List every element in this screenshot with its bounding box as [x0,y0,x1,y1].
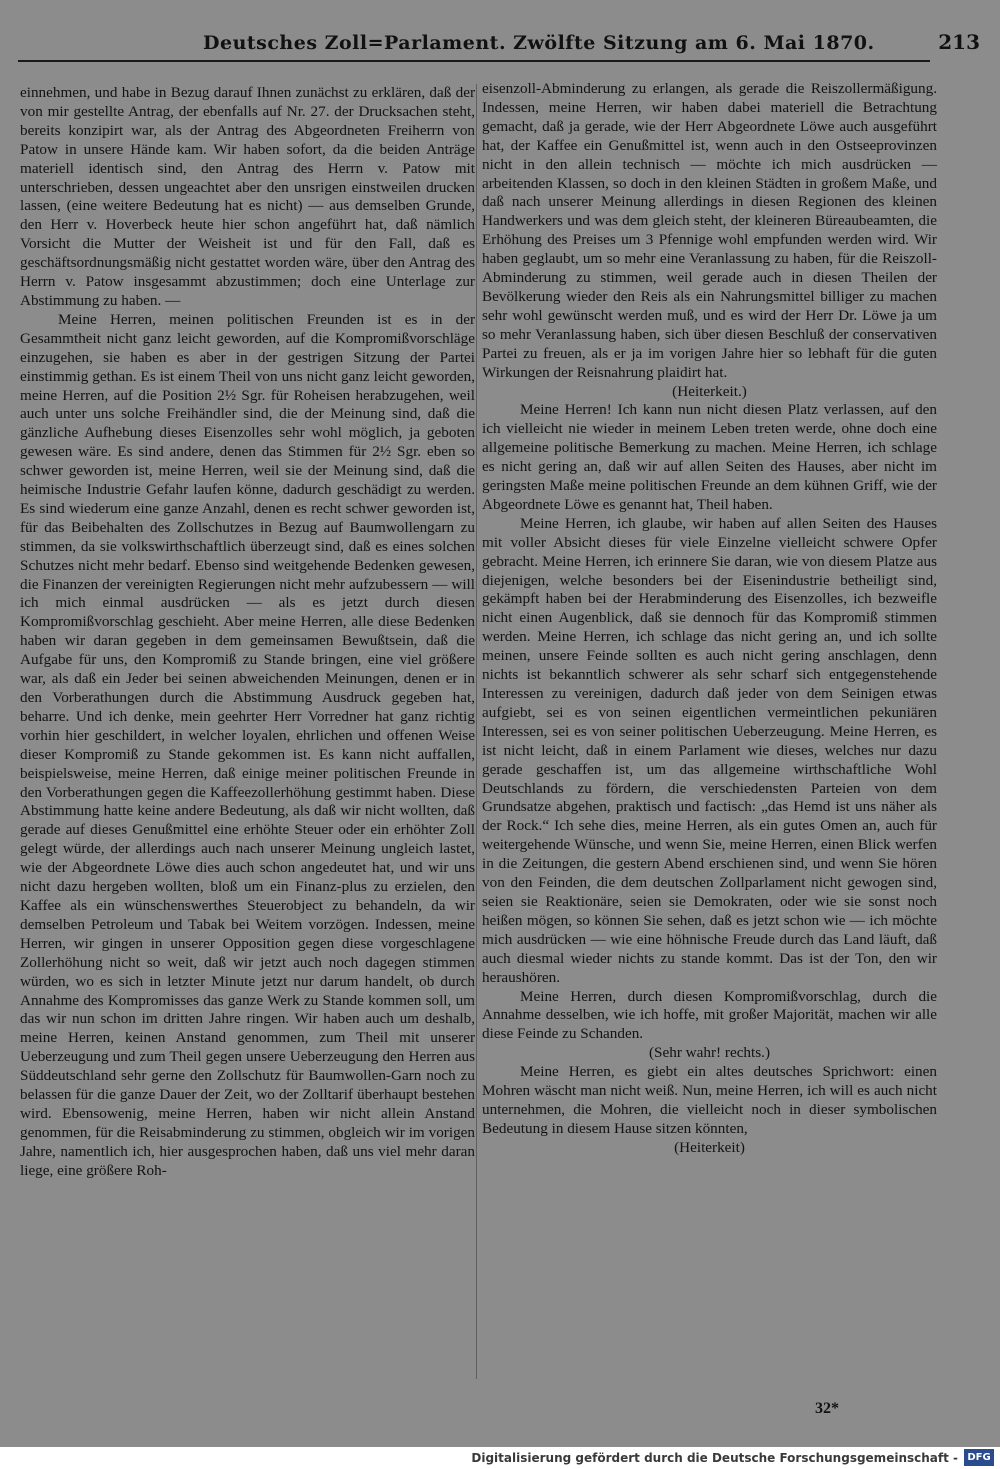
paragraph: eisenzoll-Abminderung zu erlangen, als gerade die Reiszollermäßigung. Indessen, meine Herren, wir haben dabei materiell die Betrachtung gemacht, daß ja gerade, wie der Herr Abgeordnete Löwe auch ausgeführt hat, der Kaffee ein Genußmittel ist, wenn auch in den Ostseeprovinzen nicht in den allein technisch — möchte ich mich ausdrücken — arbeitenden Klassen, so doch in den kleinen Städten in großem Maße, und daß nach unserer Meinung allerdings in diesen Regionen des kleinen Handwerkers und was dem gleich steht, der kleineren Büreaubeamten, die Erhöhung des Preises um 3 Pfennige wohl empfunden werden wird. Wir haben geglaubt, um so mehr eine Veranlassung zu haben, für die Reiszoll-Abminderung zu stimmen, weil gerade auch in diesen Theilen der Bevölkerung wieder den Reis als ein Nahrungsmittel billiger zu machen sehr wohl gewünscht werden muß, und es wird der Herr Dr. Löwe ja um so mehr Veranlassung haben, sich über diesen Beschluß der conservativen Partei zu freuen, als er ja im vorigen Jahre hier so lebhaft für die guten Wirkungen der Reisnahrung plaidirt hat. [482,80,937,381]
interjection: (Sehr wahr! rechts.) [648,1044,771,1062]
page-number: 213 [938,30,980,54]
header-title: Deutsches Zoll=Parlament. Zwölfte Sitzung am 6. Mai 1870. [203,32,875,54]
interjection: (Heiterkeit.) [672,382,747,400]
right-column [482,80,937,1158]
column-divider [476,84,477,1379]
interjection: (Heiterkeit) [674,1138,745,1156]
dfg-logo[interactable]: DFG [964,1449,994,1466]
running-header [18,30,980,62]
left-column [20,84,475,1181]
paragraph: Meine Herren, durch diesen Kompromißvorschlag, durch die Annahme desselben, wie ich hoffe, mit großer Majorität, machen wir alle diese Feinde zu Schanden. [482,987,937,1043]
funding-notice: Digitalisierung gefördert durch die Deutsche Forschungsgemeinschaft - [471,1451,958,1465]
sheet-signature: 32* [815,1400,839,1417]
paragraph: Meine Herren, es giebt ein altes deutsches Sprichwort: einen Mohren wäscht man nicht weiß. Nun, meine Herren, ich will es auch nicht unternehmen, die Mohren, die vielleicht noch in dieser symbolischen Bedeutung in diesem Hause sitzen könnten, [482,1063,937,1137]
footer-bar [0,1447,1000,1469]
paragraph: Meine Herren, meinen politischen Freunden ist es in der Gesammtheit nicht ganz leicht geworden, auf die Kompromißvorschläge einzugehen, sie haben es aber in der gestrigen Sitzung der Partei einstimmig gethan. Es ist einem Theil von uns nicht ganz leicht geworden, meine Herren, auf die Position 2½ Sgr. für Roheisen herabzugehen, weil auch unter uns solche Freihändler sind, die der Meinung sind, daß die gänzliche Aufhebung dieses Eisenzolles sehr wohl möglich, ja geboten gewesen wäre. Es sind andere, denen das Stimmen für 2½ Sgr. eben so schwer geworden ist, meine Herren, weil sie der Meinung sind, daß die heimische Industrie Gefahr laufen könne, dadurch geschädigt zu werden. Es sind wiederum eine ganze Anzahl, denen es recht schwer geworden ist, für das Beibehalten des Zollschutzes in Bezug auf Baumwollengarn zu stimmen, da sie volkswirthschaftlich überzeugt sind, daß es eines solchen Schutzes nicht mehr bedarf. Ebenso sind weitgehende Bedenken gewesen, die Finanzen der vereinigten Regierungen nicht mehr aufzubessern — will ich mich einmal ausdrücken — als es jetzt durch diesen Kompromißvorschlag geschieht. Aber meine Herren, alle diese Bedenken haben wir daran gegeben in dem gemeinsamen Bewußtsein, daß die Aufgabe für uns, den Kompromiß zu Stande bringen, eine viel größere war, als daß ein Jeder bei seinen abweichenden Meinungen, denen er in den Vorberathungen durch die Abstimmung Ausdruck gegeben hat, beharre. Und ich denke, mein geehrter Herr Vorredner hat ganz richtig vorhin hier geschildert, in welcher loyalen, ehrlichen und offenen Weise dieser Kompromiß zu Stande gekommen ist. Es kann nicht auffallen, beispielsweise, meine Herren, daß einige meiner politischen Freunde in den Vorberathungen gegen die Kaffeezollerhöhung gestimmt haben. Diese Abstimmung hatte keine andere Bedeutung, als daß wir nicht wollten, daß gerade auf dieses Genußmittel eine erhöhte Steuer oder ein erhöhter Zoll gelegt würde, der allerdings auch nach unserer Meinung ungleich lastet, wie der Abgeordnete Löwe dies auch schon angedeutet hat, und wir uns nicht dazu hergeben wollten, bloß um ein Finanz-plus zu erzielen, den Kaffee als ein wünschenswerthes Steuerobject zu behandeln, da wir demselben Petroleum und Tabak bei Weitem vorzögen. Indessen, meine Herren, wir gingen in unserer Opposition gegen diese vorgeschlagene Zollerhöhung nicht so weit, daß wir jetzt auch noch dagegen stimmen würden, wo es sich in letzter Minute jetzt nur darum handelt, ob durch Annahme des Kompromisses das ganze Werk zu Stande kommen soll, um das wir nun schon im dritten Jahre ringen. Wir haben auch um deshalb, meine Herren, keinen Anstand genommen, zum Theil mit unserer Ueberzeugung und zum Theil gegen unsere Ueberzeugung den Herren aus Süddeutschland sehr gerne den Zollschutz für Baumwollen-Garn noch zu belassen für die ganze Dauer der Zeit, wo der Zolltarif überhaupt bestehen wird. Ebensowenig, meine Herren, haben wir nicht allein Anstand genommen, für die Reisabminderung zu stimmen, obgleich wir im vorigen Jahre, namentlich ich, hier ausgesprochen haben, daß uns viel mehr daran liege, eine größere Roh- [20,310,475,1179]
paragraph: Meine Herren, ich glaube, wir haben auf allen Seiten des Hauses mit voller Absicht dieses für viele Einzelne vielleicht schwere Opfer gebracht. Meine Herren, ich erinnere Sie daran, wie von diesem Platze aus diejenigen, welche besonders bei der Eisenindustrie betheiligt sind, gekämpft haben bei der Herabminderung des Eisenzolles, ich bezweifle nicht einen Augenblick, daß sie dennoch für das Kompromiß stimmen werden. Meine Herren, ich schlage das nicht gering an, und ich sollte meinen, unsere Feinde sollten es auch nicht gering anschlagen, denn nichts ist bekanntlich schwerer als sehr scharf sich entgegenstehende Interessen zu vereinigen, dadurch daß jeder von dem Seinigen etwas aufgiebt, sei es von seinen eigentlichen vermeintlichen pekuniären Interessen, sei es von seiner politischen Ueberzeugung. Meine Herren, es ist nicht leicht, daß in einem Parlament wie dieses, welches nur dazu gerade geschaffen ist, um das allgemeine wirthschaftliche Wohl Deutschlands zu fördern, die verschiedensten Parteien von dem Grundsatze abgehen, praktisch und factisch: „das Hemd ist uns näher als der Rock.“ Ich sehe dies, meine Herren, als ein gutes Omen an, auch für weitergehende Wünsche, und wenn Sie, meine Herren, einen Blick werfen in die Zeitungen, die gestern Abend erschienen sind, und wenn Sie hören von den Feinden, die dem deutschen Zollparlament nicht gewogen sind, seien sie Reaktionäre, seien sie Demokraten, oder wie sie sonst noch heißen mögen, so können Sie sehen, daß es jetzt schon wie — ich möchte mich ausdrücken — wie eine höhnische Freude durch das Land läuft, daß auch diesmal wieder nichts zu stande kommt. Das ist der Ton, den wir heraushören. [482,514,937,986]
paragraph: einnehmen, und habe in Bezug darauf Ihnen zunächst zu erklären, daß der von mir gestellte Antrag, der ebenfalls auf Nr. 27. der Drucksachen steht, bereits konzipirt war, als der Antrag des Abgeordneten Freiherrn von Patow in unsere Hände kam. Wir haben sofort, da die beiden Anträge materiell identisch sind, den Antrag des Herrn v. Patow mit unterschrieben, dessen ungeachtet aber den unsrigen einstweilen drucken lassen, (eine weitere Bedeutung hat es nicht) — aus demselben Grunde, den Herr v. Hoverbeck heute hier schon angeführt hat, daß nämlich Vorsicht die Mutter der Weisheit ist und für den Fall, daß es geschäftsordnungsmäßig nicht gestattet worden wäre, über den Antrag des Herrn v. Patow insgesammt abzustimmen; doch eine Unterlage zur Abstimmung zu haben. — [20,84,475,309]
paragraph: Meine Herren! Ich kann nun nicht diesen Platz verlassen, auf den ich vielleicht nie wieder in meinem Leben treten werde, ohne doch eine allgemeine politische Bemerkung zu machen. Meine Herren, ich schlage es nicht gering an, daß wir auf allen Seiten des Hauses, aber nicht im geringsten Maße meine politischen Freunde an dem kühnen Griff, wie der Abgeordnete Löwe es genannt hat, Theil haben. [482,401,937,513]
